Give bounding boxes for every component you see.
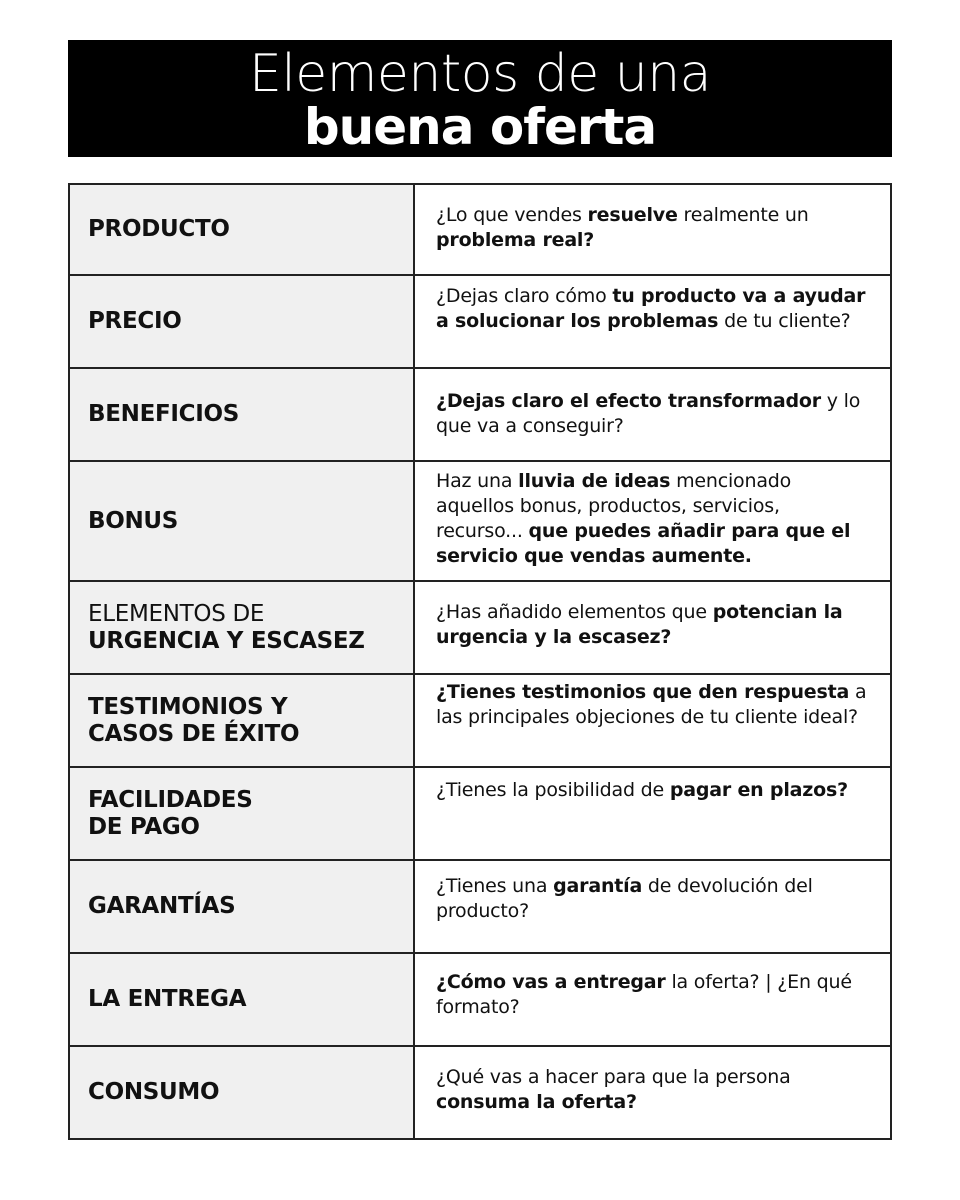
description-text: Haz una (436, 470, 519, 492)
description-emphasis: ¿Cómo vas a entregar (436, 971, 666, 993)
description-text: y lo que va a conseguir? (436, 390, 861, 437)
row-label (68, 274, 415, 369)
description-text: realmente un (677, 204, 809, 226)
row-label-line: CASOS DE ÉXITO (88, 720, 300, 747)
offer-elements-table (68, 183, 892, 1140)
description-emphasis: problema real? (436, 229, 595, 251)
description-text: ¿Qué vas a hacer para que la persona (436, 1066, 791, 1088)
row-label-text (88, 893, 235, 920)
row-label-line: FACILIDADES (88, 786, 253, 813)
description-text: ¿Tienes una (436, 875, 554, 897)
row-label-text (88, 508, 178, 535)
description-text: ¿Tienes la posibilidad de (436, 779, 670, 801)
row-label (68, 766, 415, 861)
row-label-line: GARANTÍAS (88, 893, 236, 919)
row-label-line: PRECIO (88, 308, 182, 334)
description-text: de tu cliente? (718, 310, 851, 332)
row-label (68, 859, 415, 954)
row-label-line: ELEMENTOS DE (88, 600, 265, 627)
description-emphasis: que puedes añadir para que el servicio que vendas aumente. (436, 520, 851, 567)
row-label-line: CONSUMO (88, 1079, 220, 1105)
row-label-text (88, 694, 299, 748)
description-emphasis: pagar en plazos? (669, 779, 848, 801)
description-emphasis: consuma la oferta? (436, 1091, 637, 1113)
row-label-line: URGENCIA Y ESCASEZ (88, 627, 365, 654)
description-emphasis: garantía (553, 875, 643, 897)
description-text: de devolución del producto? (436, 875, 813, 922)
row-label-line: BENEFICIOS (88, 401, 240, 427)
description-emphasis: potencian la urgencia y la escasez? (436, 601, 843, 648)
description-emphasis: ¿Tienes testimonios que den respuesta (436, 681, 850, 703)
row-description (413, 673, 892, 768)
row-description (413, 580, 892, 675)
table-row (68, 580, 892, 675)
description-emphasis: resuelve (587, 204, 678, 226)
table-row (68, 952, 892, 1047)
row-label (68, 367, 415, 462)
table-row (68, 766, 892, 861)
description-text: mencionado aquellos bonus, productos, servicios, recurso... (436, 470, 792, 542)
description-text: la oferta? | ¿En qué formato? (436, 971, 852, 1018)
title-line-2: buena oferta (303, 98, 657, 156)
row-label-line: BONUS (88, 507, 179, 534)
row-label-line: TESTIMONIOS Y (88, 693, 288, 720)
row-description (413, 274, 892, 369)
row-label (68, 952, 415, 1047)
row-label (68, 183, 415, 276)
row-description (413, 183, 892, 276)
table-row (68, 673, 892, 768)
row-label (68, 1045, 415, 1140)
row-label (68, 460, 415, 582)
row-description (413, 766, 892, 861)
row-label-text (88, 216, 230, 243)
description-emphasis: ¿Dejas claro el efecto transformador (436, 390, 821, 412)
description-text: ¿Has añadido elementos que (436, 601, 713, 623)
description-emphasis: lluvia de ideas (518, 470, 671, 492)
row-label-text (88, 1079, 219, 1106)
description-text: a las principales objeciones de tu cliente ideal? (436, 681, 867, 728)
row-label-text (88, 787, 252, 841)
table-row (68, 859, 892, 954)
table-row (68, 1045, 892, 1140)
description-text: ¿Dejas claro cómo (436, 285, 613, 307)
row-label-text (88, 308, 181, 335)
title-banner (68, 40, 892, 157)
table-row (68, 460, 892, 582)
row-label-line: DE PAGO (88, 813, 200, 840)
title-line-1: Elementos de una (248, 44, 712, 104)
row-label-text (88, 401, 239, 428)
row-label-text (88, 986, 246, 1013)
row-label-line: LA ENTREGA (88, 986, 247, 1012)
row-description (413, 952, 892, 1047)
table-row (68, 183, 892, 276)
table-row (68, 367, 892, 462)
row-description (413, 367, 892, 462)
row-description (413, 859, 892, 954)
row-label-text (88, 601, 365, 655)
description-text: ¿Lo que vendes (436, 204, 588, 226)
row-description (413, 1045, 892, 1140)
table-row (68, 274, 892, 369)
row-label (68, 580, 415, 675)
description-emphasis: tu producto va a ayudar a solucionar los problemas (436, 285, 866, 332)
row-label (68, 673, 415, 768)
row-label-line: PRODUCTO (88, 216, 230, 242)
row-description (413, 460, 892, 582)
